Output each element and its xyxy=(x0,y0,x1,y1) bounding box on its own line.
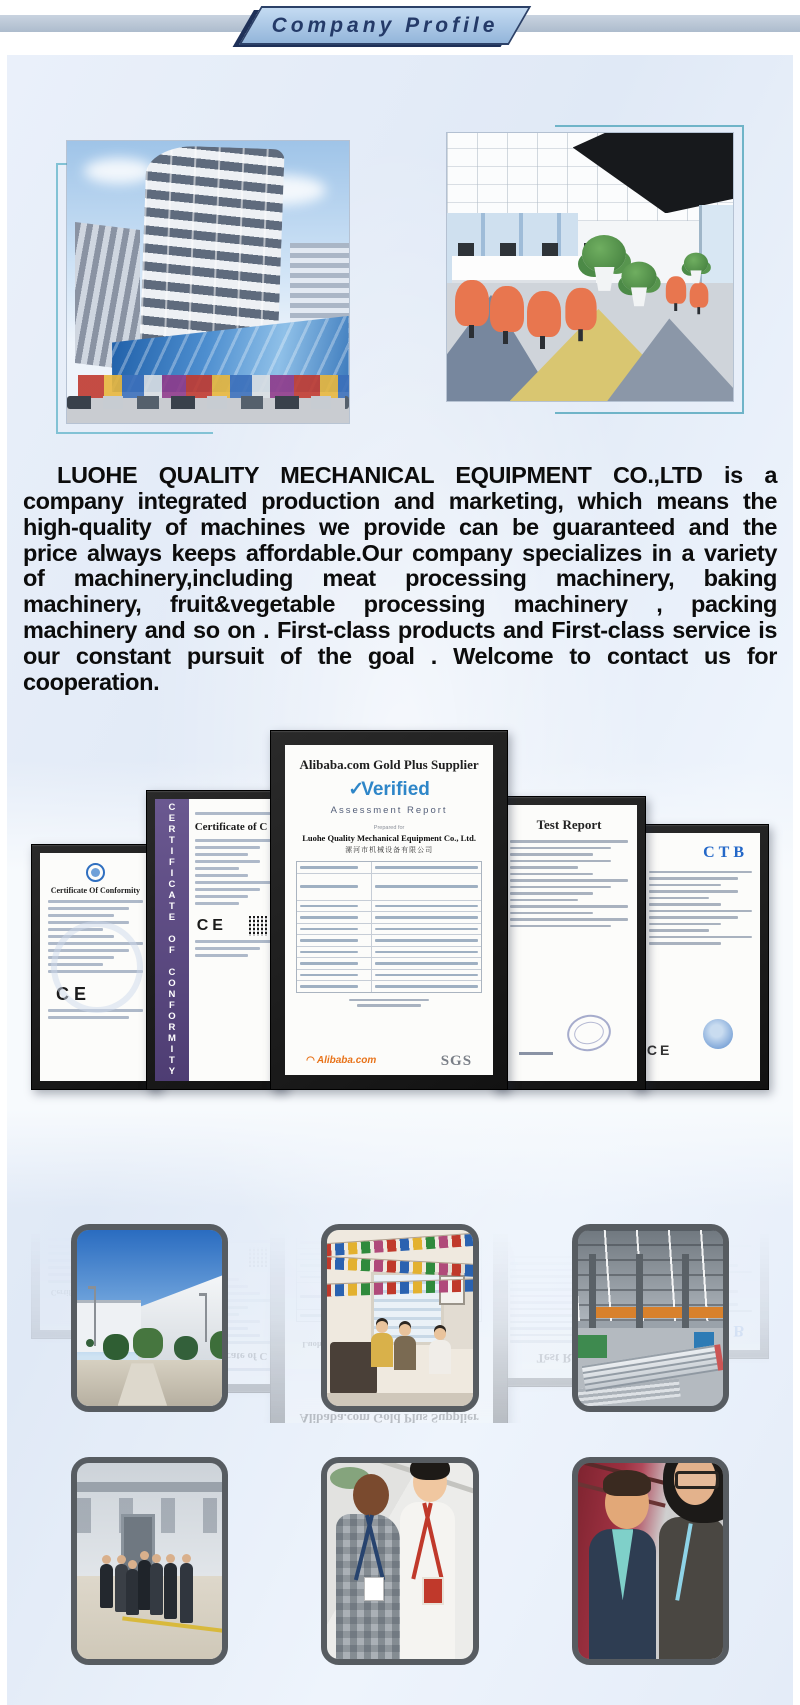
lamp-post xyxy=(94,1286,96,1346)
company-building-photo xyxy=(67,141,349,423)
conformity-band: CERTIFICATE OF CONFORMITY xyxy=(155,799,189,1081)
photo-gallery xyxy=(7,1208,793,1695)
section-title-banner xyxy=(239,6,532,45)
ce-mark: CE xyxy=(196,917,227,935)
certificate-ctb xyxy=(632,824,769,1090)
office-worker xyxy=(371,1333,393,1367)
certificates-display xyxy=(31,756,769,1090)
certificate-test-report xyxy=(492,796,646,1090)
section-title: Company Profile xyxy=(271,14,499,37)
report-serial-note xyxy=(294,996,484,1010)
trees xyxy=(86,1339,94,1347)
round-stamp xyxy=(564,1010,615,1054)
green-machine xyxy=(578,1335,607,1358)
ctb-logo: CTB xyxy=(703,843,748,861)
watermark xyxy=(51,921,143,1013)
certificate-alibaba-assessment xyxy=(270,730,508,1090)
ce-mark: CE xyxy=(56,983,92,1004)
company-description: LUOHE QUALITY MECHANICAL EQUIPMENT CO.,LTD is a company integrated production and marketing, which means the high-quality of machines we provide can be guaranteed and the price always keeps affordable.Our company specializes in a variety of machinery,including meat processing machinery, baking machinery, fruit&vegetable processing machinery , packing machinery and so on . First-class products and First-class service is our constant pursuit of the goal . Welcome to contact us for cooperation. xyxy=(23,462,777,695)
trade-fair-photo xyxy=(321,1457,478,1665)
exhibition-selfie-photo xyxy=(572,1457,729,1665)
office-interior-photo xyxy=(447,133,733,401)
office-desk xyxy=(452,256,595,283)
parked-cars xyxy=(67,396,349,409)
badge xyxy=(364,1577,384,1601)
office-worker xyxy=(429,1340,451,1374)
certificate-text-lines xyxy=(649,871,752,945)
certificate-title: Certificate Of Conformity xyxy=(50,885,140,895)
verified-logo: ✓Verified xyxy=(348,779,430,801)
badge xyxy=(422,1577,444,1605)
test-report-title: Test Report xyxy=(536,816,602,832)
lamp-post xyxy=(205,1293,207,1342)
client-visitor xyxy=(336,1514,400,1659)
content-panel xyxy=(7,55,793,1705)
qr-code xyxy=(249,916,269,936)
assessment-title: Alibaba.com Gold Plus Supplier xyxy=(299,756,479,772)
certificate-title: Certificate of C xyxy=(194,820,268,833)
prepared-for-label: Prepared for xyxy=(373,825,405,832)
alibaba-logo: ◠ Alibaba.com xyxy=(306,1056,376,1066)
certificate-ce-conformity xyxy=(31,844,160,1090)
signature xyxy=(519,1052,553,1055)
certifier-logo xyxy=(86,863,105,882)
crane-beam xyxy=(595,1307,723,1318)
staff-member xyxy=(659,1517,726,1658)
certificates-section xyxy=(7,756,793,1208)
clients-visit-photo xyxy=(71,1457,228,1665)
building-photo-scene xyxy=(67,141,349,423)
office-photo-scene xyxy=(447,133,733,401)
company-name: Luohe Quality Mechanical Equipment Co., Ltd. xyxy=(302,833,476,844)
check-icon: ✓ xyxy=(348,779,365,801)
company-name-chinese: 漯河市机械设备有限公司 xyxy=(345,847,434,855)
workshop-photo xyxy=(572,1224,729,1412)
client xyxy=(589,1529,656,1658)
certificate-of-conformity xyxy=(146,790,286,1090)
reflection-area xyxy=(7,1090,793,1208)
section-header xyxy=(0,0,800,55)
office-desk xyxy=(330,1342,377,1395)
report-text-lines xyxy=(510,840,628,927)
assessment-subtitle: Assessment Report xyxy=(330,805,448,817)
glasses xyxy=(675,1471,719,1489)
staff-member xyxy=(400,1502,455,1659)
office-worker xyxy=(394,1336,416,1370)
top-photos xyxy=(7,125,793,439)
factory-exterior-photo xyxy=(71,1224,228,1412)
certificate-text-lines xyxy=(195,835,271,909)
ce-mark: CE xyxy=(646,1041,673,1058)
blue-stamp xyxy=(703,1019,733,1049)
assessment-table xyxy=(296,861,482,993)
office-with-flags-photo xyxy=(321,1224,478,1412)
sgs-logo: SGS xyxy=(440,1052,473,1069)
